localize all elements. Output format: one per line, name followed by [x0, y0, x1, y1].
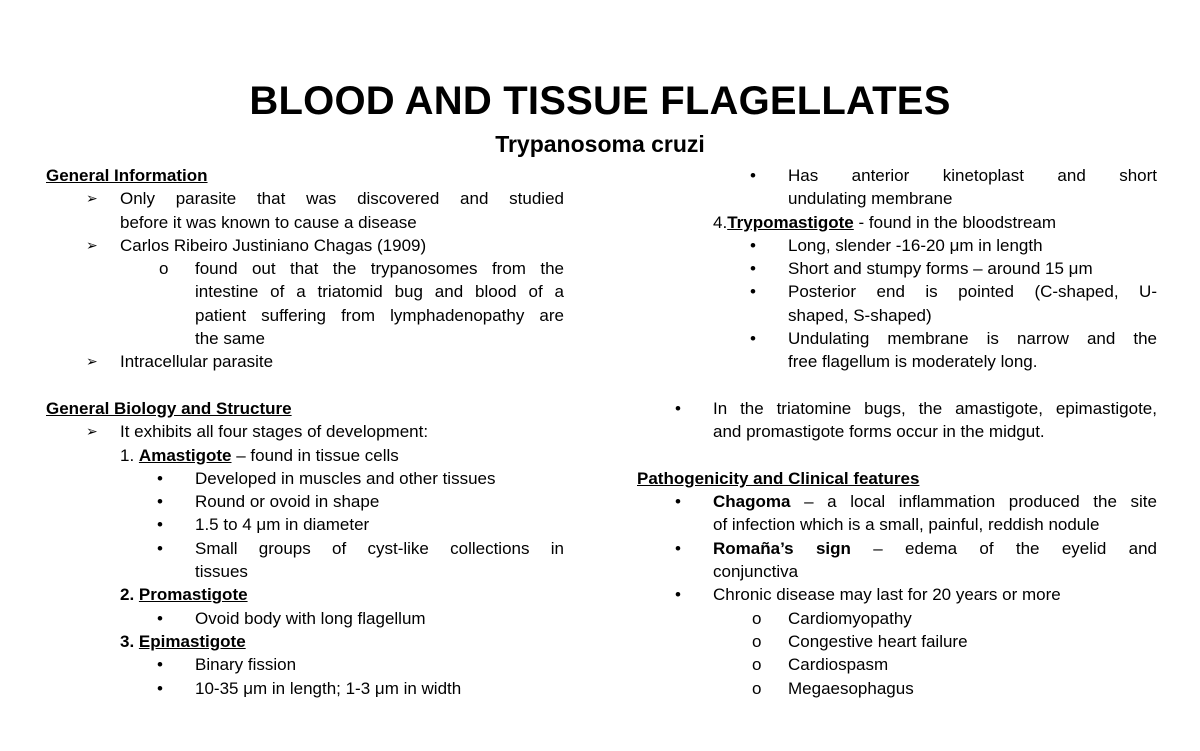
bullet-icon: •	[157, 538, 163, 558]
sub-list-item: o Cardiospasm	[788, 653, 1157, 676]
bullet-item: • Ovoid body with long flagellum	[195, 607, 564, 630]
bullet-item: • Short and stumpy forms – around 15 μm	[788, 257, 1157, 280]
bullet-icon: •	[675, 492, 681, 512]
circle-bullet-icon: o	[752, 631, 762, 651]
bullet-icon: •	[750, 329, 756, 349]
bullet-item: • Romaña’s sign – edema of the eyelid and	[713, 537, 1157, 560]
general-information-heading: General Information	[46, 166, 208, 185]
circle-bullet-icon: o	[752, 655, 762, 675]
bullet-item: • Round or ovoid in shape	[195, 490, 564, 513]
list-item: ➢ Carlos Ribeiro Justiniano Chagas (1909)	[120, 234, 564, 257]
bullet-icon: •	[157, 655, 163, 675]
bullet-item: • Has anterior kinetoplast and short	[788, 164, 1157, 187]
bullet-item: • Developed in muscles and other tissues	[195, 467, 564, 490]
right-column	[637, 164, 1157, 700]
bullet-icon: •	[157, 515, 163, 535]
bullet-icon: •	[157, 608, 163, 628]
list-item-continued: before it was known to cause a disease	[120, 212, 417, 232]
bullet-item: • 10-35 μm in length; 1-3 μm in width	[195, 677, 564, 700]
document-title: BLOOD AND TISSUE FLAGELLATES	[249, 79, 951, 123]
bullet-item-continued: free flagellum is moderately long.	[788, 352, 1038, 372]
pathogenicity-heading: Pathogenicity and Clinical features	[637, 468, 920, 488]
stage-trypomastigote: 4.Trypomastigote - found in the bloodstream	[713, 212, 1057, 232]
bullet-item: • Binary fission	[195, 653, 564, 676]
bullet-item: • Chagoma – a local inflammation produced the site	[713, 490, 1157, 513]
bullet-item: • Small groups of cyst-like collections in	[195, 537, 564, 560]
bullet-item-continued: shaped, S-shaped)	[788, 305, 932, 325]
circle-bullet-icon: o	[159, 259, 169, 279]
bullet-icon: •	[675, 538, 681, 558]
list-item: ➢ Intracellular parasite	[120, 350, 564, 373]
bullet-item-continued: conjunctiva	[713, 562, 799, 582]
bullet-icon: •	[157, 492, 163, 512]
bullet-icon: •	[750, 282, 756, 302]
bullet-icon: •	[750, 166, 756, 185]
sub-list-item: o found out that the trypanosomes from the	[195, 257, 564, 280]
spacer	[46, 374, 564, 397]
bullet-icon: •	[750, 235, 756, 255]
sub-list-item: o Cardiomyopathy	[788, 607, 1157, 630]
bullet-item-continued: undulating membrane	[788, 189, 953, 209]
bullet-item: • 1.5 to 4 μm in diameter	[195, 513, 564, 536]
bullet-item: • In the triatomine bugs, the amastigote, epimastigote,	[713, 397, 1157, 420]
bullet-icon: •	[750, 259, 756, 279]
sub-list-item-continued: the same	[195, 329, 265, 349]
left-column	[46, 164, 564, 700]
bullet-icon: •	[675, 585, 681, 605]
arrow-bullet-icon: ➢	[86, 353, 98, 370]
bullet-item: • Posterior end is pointed (C-shaped, U-	[788, 280, 1157, 303]
bullet-item-continued: and promastigote forms occur in the midgut.	[713, 422, 1045, 442]
bullet-item: • Undulating membrane is narrow and the	[788, 327, 1157, 350]
stage-amastigote: 1. Amastigote – found in tissue cells	[120, 445, 399, 465]
circle-bullet-icon: o	[752, 608, 762, 628]
arrow-bullet-icon: ➢	[86, 423, 98, 440]
document-subtitle: Trypanosoma cruzi	[495, 131, 705, 157]
bullet-item-continued: of infection which is a small, painful, reddish nodule	[713, 515, 1100, 535]
arrow-bullet-icon: ➢	[86, 190, 98, 207]
list-item: ➢ Only parasite that was discovered and studied	[120, 187, 564, 210]
list-item: ➢ It exhibits all four stages of development:	[120, 420, 564, 443]
bullet-icon: •	[157, 678, 163, 698]
sub-list-item-continued: patient suffering from lymphadenopathy are	[195, 305, 564, 325]
bullet-item-continued: tissues	[195, 562, 248, 582]
bullet-icon: •	[675, 398, 681, 418]
spacer	[637, 444, 1157, 467]
bullet-item: • Chronic disease may last for 20 years or more	[713, 583, 1157, 606]
sub-list-item-continued: intestine of a triatomid bug and blood of a	[195, 282, 564, 302]
stage-epimastigote: 3. Epimastigote	[120, 631, 246, 651]
arrow-bullet-icon: ➢	[86, 236, 98, 253]
stage-promastigote: 2. Promastigote	[120, 585, 248, 605]
bullet-icon: •	[157, 468, 163, 488]
spacer	[637, 374, 1157, 397]
sub-list-item: o Congestive heart failure	[788, 630, 1157, 653]
bullet-item: • Long, slender -16-20 μm in length	[788, 234, 1157, 257]
general-biology-heading: General Biology and Structure	[46, 398, 292, 418]
circle-bullet-icon: o	[752, 678, 762, 698]
sub-list-item: o Megaesophagus	[788, 677, 1157, 700]
